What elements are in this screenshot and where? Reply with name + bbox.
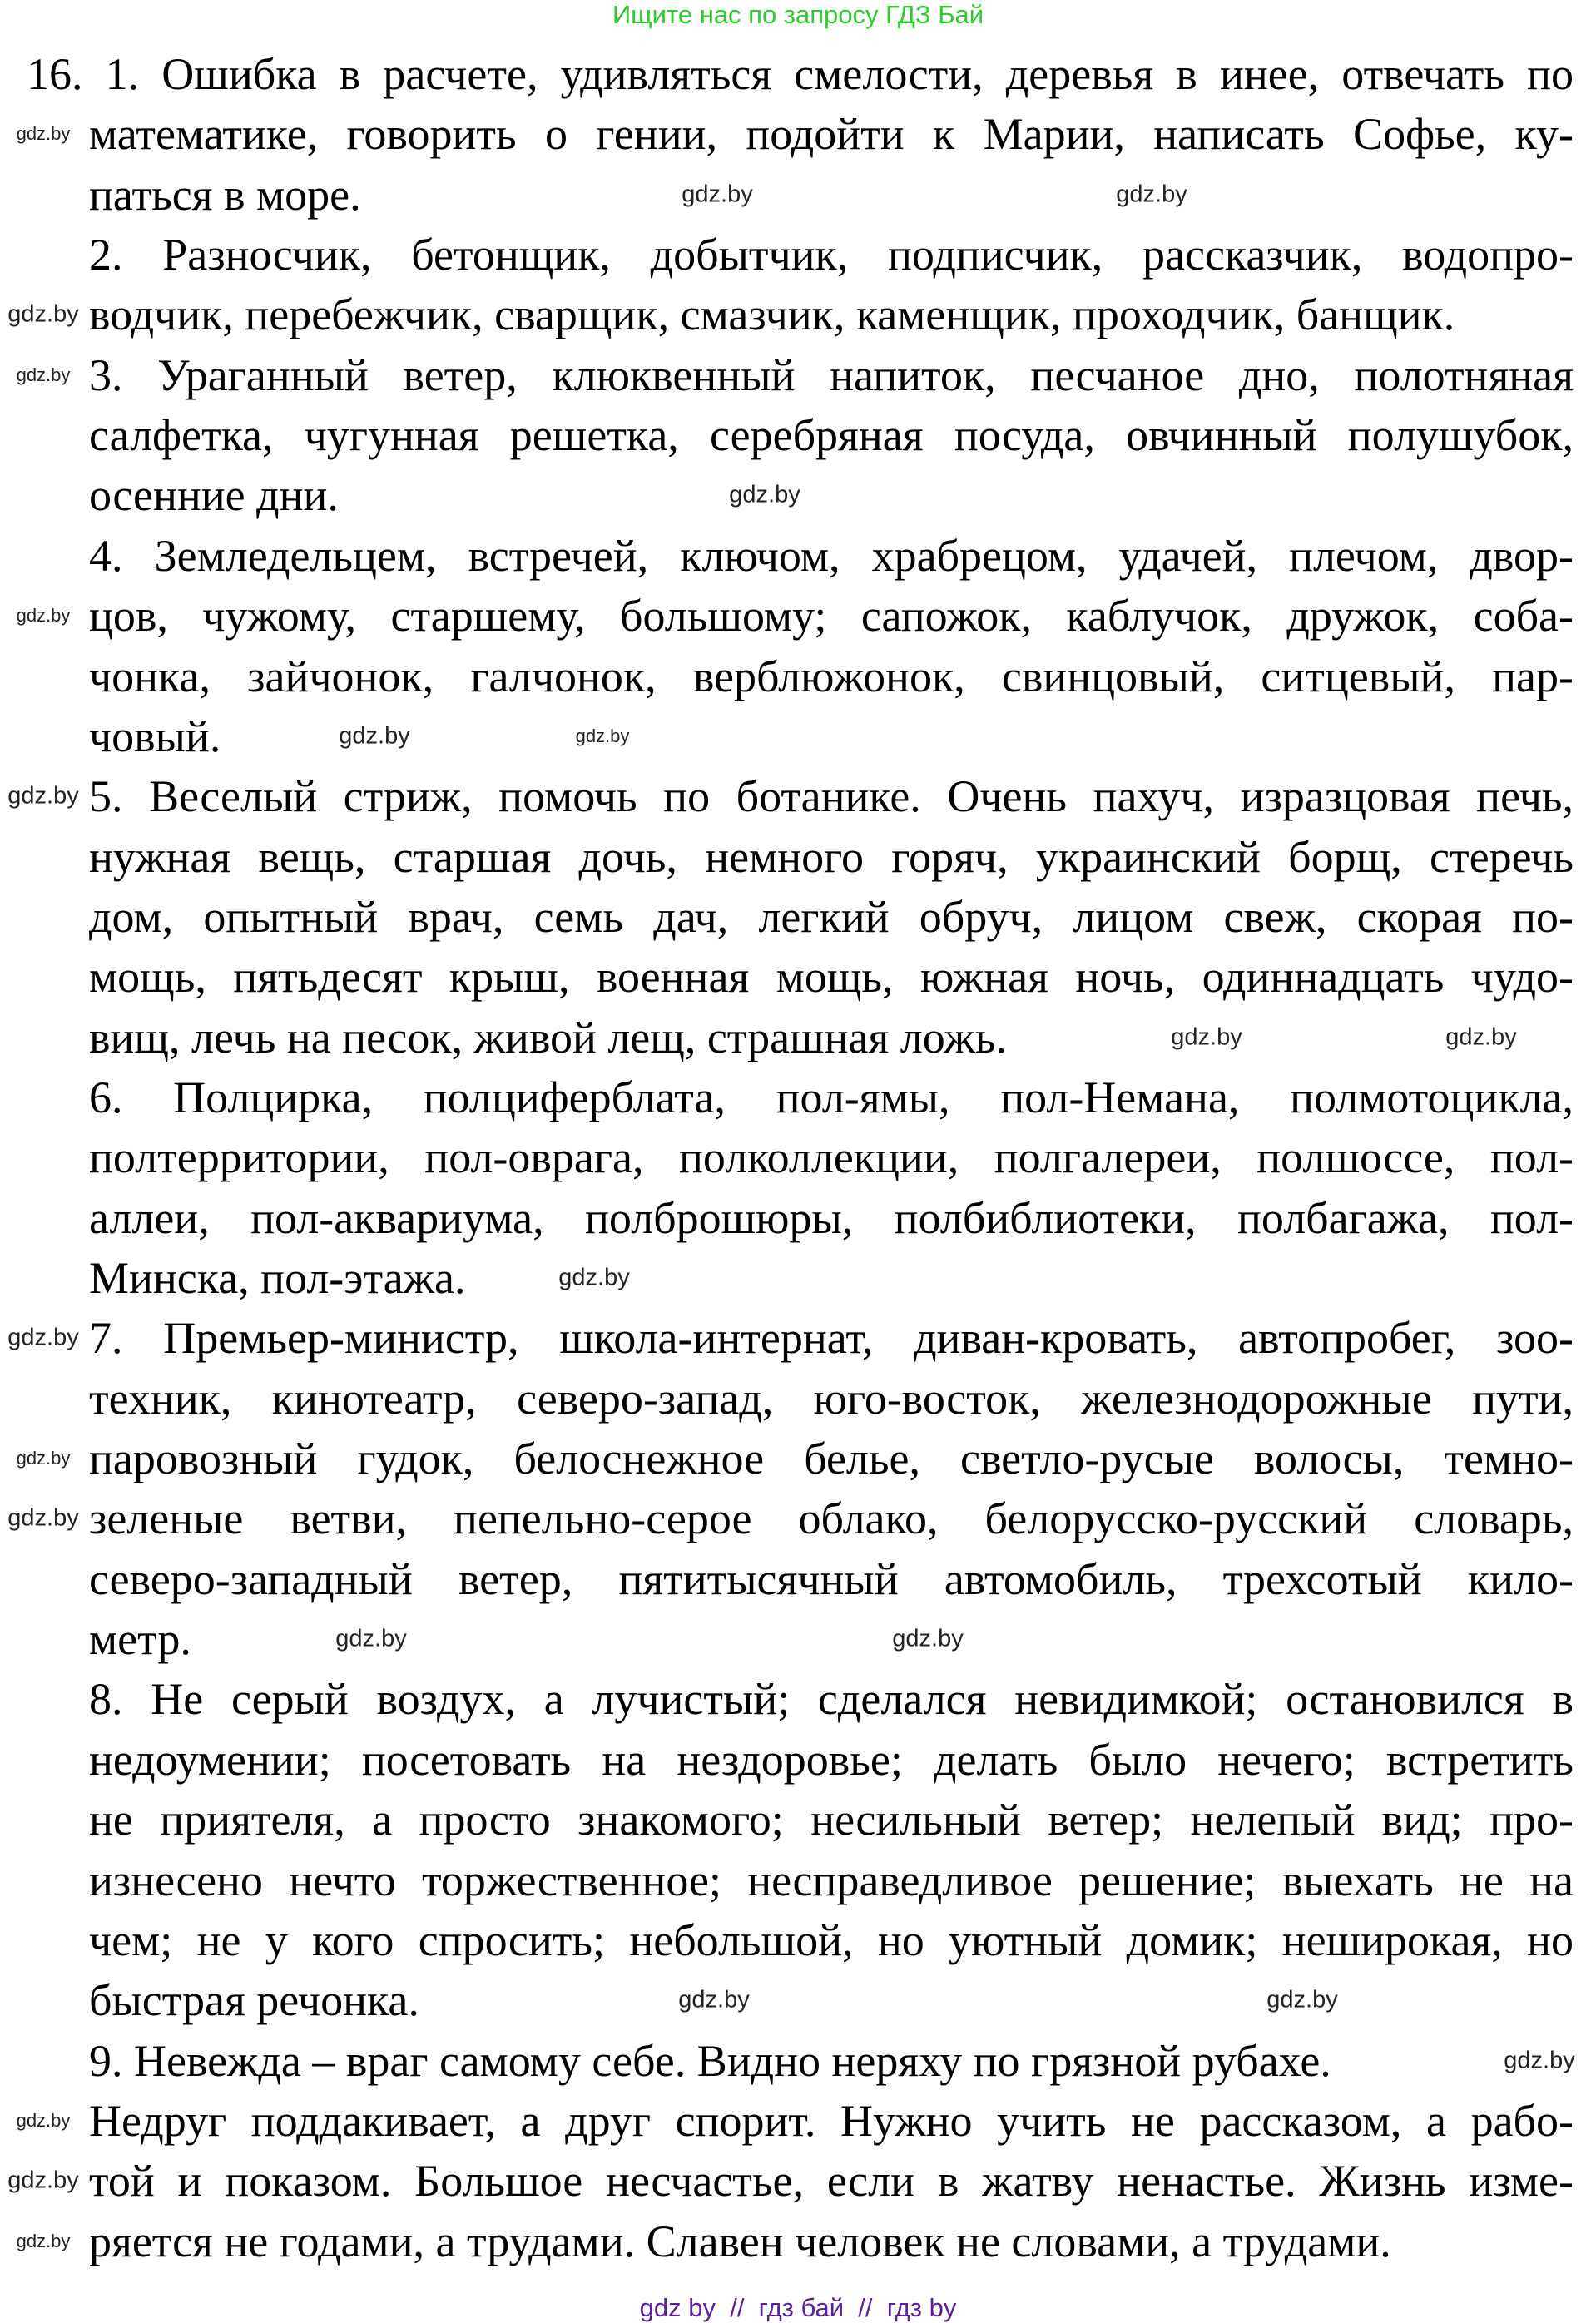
text-line: аллеи, пол-аквариума, полброшюры, полбиблиотеки, полбагажа, пол- <box>89 1192 1574 1243</box>
text-line: Минска, пол-этажа. <box>89 1253 466 1303</box>
text-line: чем; не у кого спросить; небольшой, но уютный домик; неширокая, но <box>89 1914 1574 1965</box>
text-line: осенние дни. <box>89 470 339 521</box>
watermark: gdz.by <box>1171 1023 1242 1051</box>
text-line: полтерритории, пол-оврага, полколлекции, полгалереи, полшоссе, пол- <box>89 1132 1574 1183</box>
text-line: северо-западный ветер, пятитысячный автомобиль, трехсотый кило- <box>89 1553 1574 1604</box>
text-line: цов, чужому, старшему, большому; сапожок, каблучок, дружок, соба- <box>89 591 1574 641</box>
text-line: нужная вещь, старшая дочь, немного горяч, украинский борщ, стеречь <box>89 831 1574 882</box>
text-line: мощь, пятьдесят крыш, военная мощь, южная ночь, одиннадцать чудо- <box>89 952 1574 1003</box>
text-line: 4. Земледельцем, встречей, ключом, храбрецом, удачей, плечом, двор- <box>89 530 1574 581</box>
text-line: дом, опытный врач, семь дач, легкий обруч, лицом свеж, скорая по- <box>89 891 1574 942</box>
watermark: gdz.by <box>7 2167 79 2194</box>
watermark: gdz.by <box>1266 1986 1338 2013</box>
text-line: техник, кинотеатр, северо-запад, юго-восток, железнодорожные пути, <box>89 1373 1574 1424</box>
text-line: не приятеля, а просто знакомого; несильный ветер; нелепый вид; про- <box>89 1795 1574 1845</box>
watermark: gdz.by <box>16 1448 71 1469</box>
text-line: човый. <box>89 711 221 761</box>
text-line: математике, говорить о гении, подойти к Марии, написать Софье, ку- <box>89 109 1574 160</box>
watermark: gdz.by <box>682 181 753 208</box>
search-hint-banner: Ищите нас по запросу ГДЗ Бай <box>612 0 984 29</box>
watermark: gdz.by <box>16 2230 71 2251</box>
text-line: изнесено нечто торжественное; несправедливое решение; выехать не на <box>89 1855 1574 1905</box>
watermark: gdz.by <box>678 1986 750 2013</box>
text-line: 3. Ураганный ветер, клюквенный напиток, песчаное дно, полотняная <box>89 349 1574 400</box>
watermark: gdz.by <box>16 2109 71 2131</box>
text-line: 6. Полцирка, полциферблата, пол-ямы, пол-Немана, полмотоцикла, <box>89 1072 1574 1122</box>
watermark: gdz.by <box>892 1625 964 1652</box>
text-line: 8. Не серый воздух, а лучистый; сделался невидимкой; остановился в <box>89 1674 1574 1725</box>
watermark: gdz.by <box>1116 181 1187 208</box>
text-line: 2. Разносчик, бетонщик, добытчик, подписчик, рассказчик, водопро- <box>89 230 1574 280</box>
watermark: gdz.by <box>16 364 71 385</box>
watermark: gdz.by <box>7 782 79 810</box>
text-line: 7. Премьер-министр, школа-интернат, диван-кровать, автопробег, зоо- <box>89 1313 1574 1364</box>
watermark: gdz.by <box>1445 1023 1517 1051</box>
text-line: метр. <box>89 1614 191 1665</box>
text-line: ряется не годами, а трудами. Славен человек не словами, а трудами. <box>89 2216 1391 2266</box>
text-line: паровозный гудок, белоснежное белье, светло-русые волосы, темно- <box>89 1434 1574 1484</box>
text-line: паться в море. <box>89 169 361 220</box>
text-line: 5. Веселый стриж, помочь по ботанике. Очень пахуч, изразцовая печь, <box>89 771 1574 822</box>
watermark: gdz.by <box>575 725 630 746</box>
text-line: той и показом. Большое несчастье, если в жатву ненастье. Жизнь изме- <box>89 2156 1574 2207</box>
watermark: gdz.by <box>16 605 71 627</box>
watermark: gdz.by <box>7 1324 79 1351</box>
watermark: gdz.by <box>7 300 79 328</box>
text-line: салфетка, чугунная решетка, серебряная посуда, овчинный полушубок, <box>89 410 1574 461</box>
watermark: gdz.by <box>558 1264 630 1291</box>
watermark: gdz.by <box>7 1504 79 1532</box>
text-line: 9. Невежда – враг самому себе. Видно неряху по грязной рубахе. <box>89 2035 1331 2086</box>
text-line: водчик, перебежчик, сварщик, смазчик, каменщик, проходчик, банщик. <box>89 290 1455 340</box>
footer-links[interactable]: gdz by // гдз бай // гдз by <box>639 2293 957 2322</box>
text-line: Недруг поддакивает, а друг спорит. Нужно учить не рассказом, а рабо- <box>89 2095 1574 2146</box>
text-line: чонка, зайчонок, галчонок, верблюжонок, свинцовый, ситцевый, пар- <box>89 651 1574 701</box>
watermark: gdz.by <box>335 1625 407 1652</box>
text-line: вищ, лечь на песок, живой лещ, страшная ложь. <box>89 1012 1007 1062</box>
text-line: 16. 1. Ошибка в расчете, удивляться смелости, деревья в инее, отвечать по <box>27 49 1574 99</box>
watermark: gdz.by <box>339 722 410 750</box>
watermark: gdz.by <box>16 123 71 145</box>
watermark: gdz.by <box>1504 2047 1575 2074</box>
text-line: недоумении; посетовать на нездоровье; делать было нечего; встретить <box>89 1734 1574 1785</box>
watermark: gdz.by <box>729 481 800 508</box>
text-line: быстрая речонка. <box>89 1975 419 2026</box>
text-line: зеленые ветви, пепельно-серое облако, белорусско-русский словарь, <box>89 1493 1574 1544</box>
